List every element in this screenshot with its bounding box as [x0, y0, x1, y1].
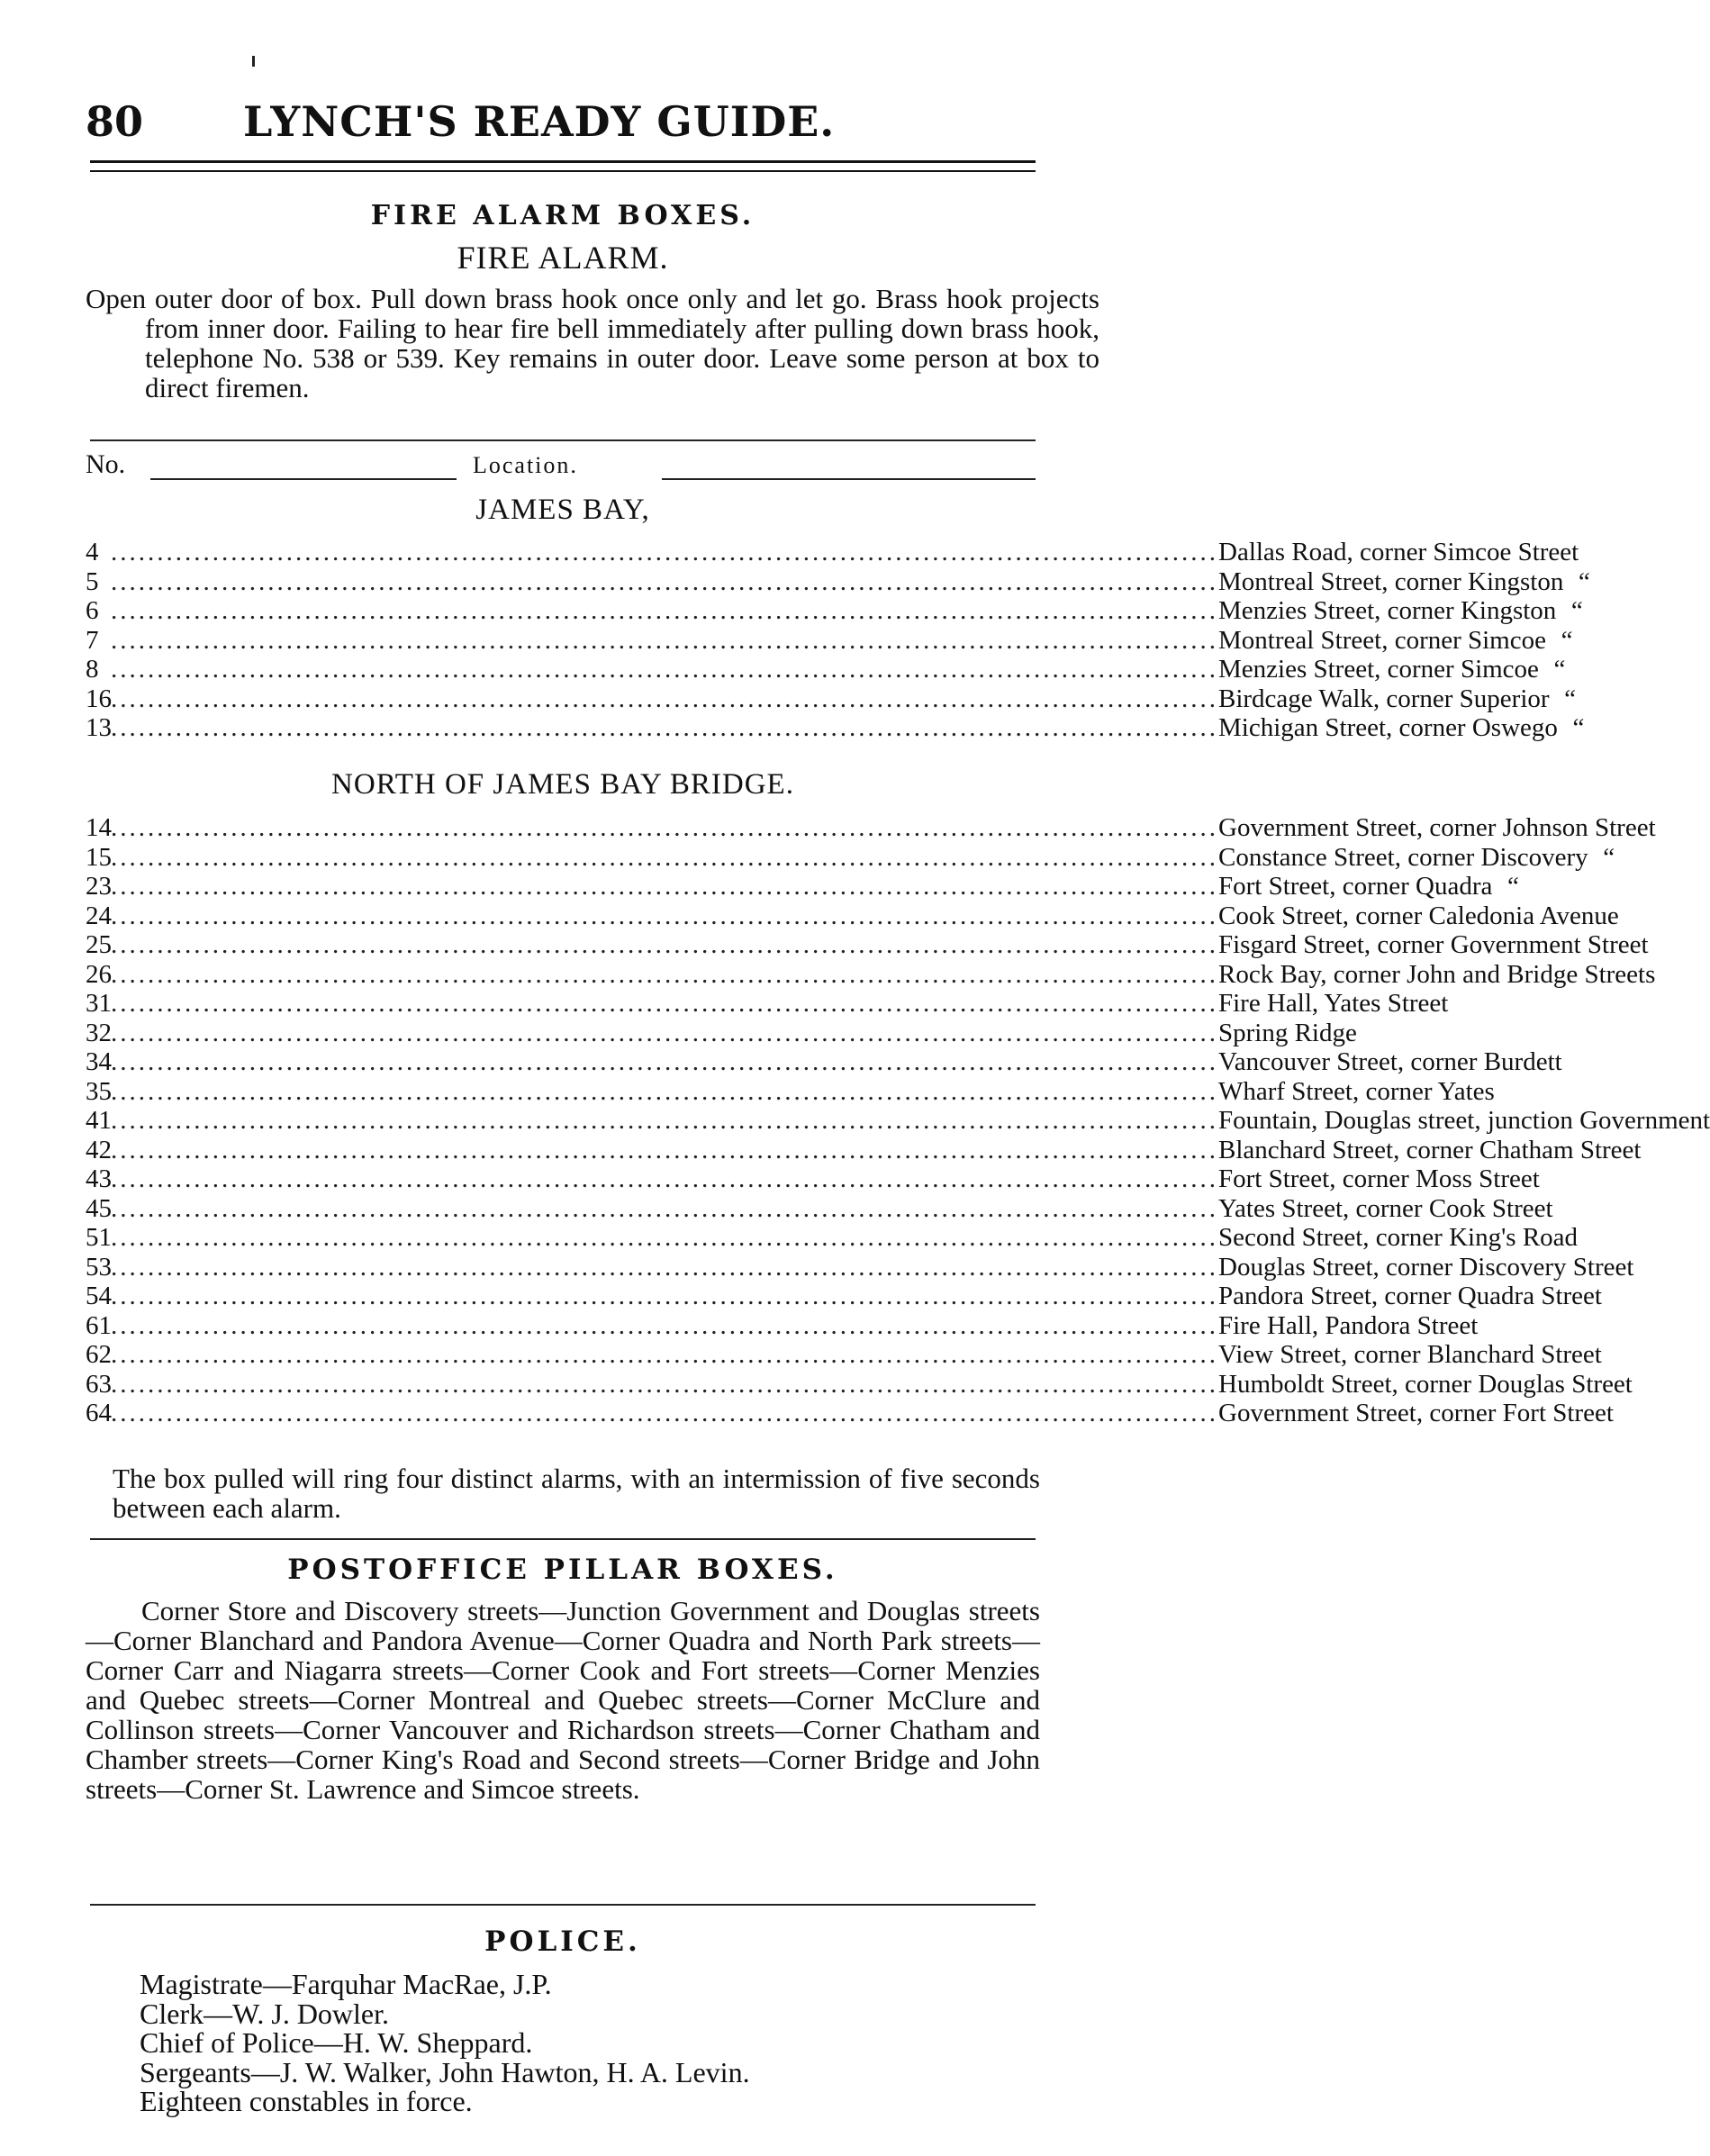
alarm-box-number: 14 — [86, 813, 112, 842]
alarm-box-location: Menzies Street, corner Kingston — [1218, 596, 1557, 625]
police-chief: Chief of Police—H. W. Sheppard. — [140, 2026, 533, 2059]
alarm-box-location: Fire Hall, Pandora Street — [1218, 1310, 1479, 1340]
dot-leader: ........................................................................................................................ — [111, 989, 1218, 1018]
group-title-james-bay: JAMES BAY, — [475, 494, 650, 526]
alarm-box-row — [86, 538, 1579, 567]
alarm-box-row — [86, 1340, 1602, 1370]
police-sergeants: Sergeants—J. W. Walker, John Hawton, H. A. Levin. — [140, 2055, 750, 2088]
dot-leader: ........................................................................................................................ — [111, 872, 1218, 901]
alarm-box-location: Rock Bay, corner John and Bridge Streets — [1218, 959, 1656, 989]
fire-alarm-section-title: FIRE ALARM BOXES. — [370, 200, 755, 231]
postoffice-section-title: POSTOFFICE PILLAR BOXES. — [287, 1554, 838, 1586]
alarm-box-location: View Street, corner Blanchard Street — [1218, 1340, 1602, 1369]
postoffice-text: Corner Store and Discovery streets—Junction Government and Douglas streets—Corner Blanchard and Pandora Avenue—Corner Quadra and North Park streets—Corner Carr and Niagarra streets—Corner Cook and Fort streets—Corner Menzies and Quebec streets—Corner Montreal and Quebec streets—Corner McClure and Collinson streets—Corner Vancouver and Richardson streets—Corner Chatham and Chamber streets—Corner King's Road and Second streets—Corner Bridge and John streets—Corner St. Lawrence and Simcoe streets. — [86, 1595, 1040, 1805]
alarm-box-row — [86, 930, 1649, 960]
alarm-box-row — [86, 1106, 1710, 1136]
police-constables: Eighteen constables in force. — [140, 2085, 473, 2117]
dot-leader: ........................................................................................................................ — [111, 842, 1218, 872]
fire-alarm-note: The box pulled will ring four distinct alarms, with an intermission of five seconds between each alarm. — [113, 1463, 1040, 1524]
dot-leader: ........................................................................................................................ — [111, 566, 1218, 596]
alarm-box-location: Spring Ridge — [1218, 1018, 1357, 1047]
alarm-box-row — [86, 1399, 1614, 1428]
page-header — [86, 90, 1040, 153]
dot-leader: ........................................................................................................................ — [111, 596, 1218, 625]
alarm-box-row — [86, 901, 1619, 931]
alarm-box-number: 4 — [86, 538, 99, 566]
ditto-mark: “ — [1603, 842, 1615, 872]
page-number: 80 — [86, 97, 144, 146]
alarm-box-row — [86, 625, 1573, 656]
dot-leader: ........................................................................................................................ — [111, 1223, 1218, 1252]
alarm-box-row — [86, 713, 1585, 743]
alarm-box-number: 54 — [86, 1282, 112, 1310]
alarm-box-row — [86, 1223, 1579, 1253]
alarm-box-row — [86, 1076, 1495, 1107]
alarm-box-location: Montreal Street, corner Simcoe — [1218, 625, 1546, 655]
alarm-box-location: Menzies Street, corner Simcoe — [1218, 655, 1539, 684]
instructions-rule — [90, 439, 1036, 441]
alarm-box-row — [86, 1018, 1357, 1048]
alarm-box-location: Blanchard Street, corner Chatham Street — [1218, 1135, 1642, 1164]
alarm-box-location: Cook Street, corner Caledonia Avenue — [1218, 901, 1619, 930]
police-list — [140, 1970, 1040, 2116]
alarm-box-number: 31 — [86, 989, 112, 1018]
guide-title: LYNCH'S READY GUIDE. — [243, 97, 836, 146]
alarm-box-number: 24 — [86, 901, 112, 930]
alarm-box-number: 45 — [86, 1193, 112, 1223]
alarm-box-location: Fort Street, corner Quadra — [1218, 872, 1493, 901]
alarm-box-location: Fort Street, corner Moss Street — [1218, 1164, 1540, 1193]
print-mark — [252, 56, 255, 67]
dot-leader: ........................................................................................................................ — [111, 1340, 1218, 1369]
alarm-box-location: Michigan Street, corner Oswego — [1218, 713, 1558, 742]
dot-leader: ........................................................................................................................ — [111, 1076, 1218, 1106]
alarm-box-number: 6 — [86, 596, 99, 625]
ditto-mark: “ — [1570, 596, 1583, 625]
dot-leader: ........................................................................................................................ — [111, 813, 1218, 842]
column-rule-left — [150, 478, 457, 480]
alarm-box-number: 35 — [86, 1076, 112, 1106]
alarm-box-number: 61 — [86, 1310, 112, 1340]
alarm-box-location: Dallas Road, corner Simcoe Street — [1218, 538, 1579, 566]
alarm-box-number: 42 — [86, 1135, 112, 1164]
alarm-box-number: 32 — [86, 1018, 112, 1047]
dot-leader: ........................................................................................................................ — [111, 713, 1218, 742]
alarm-box-number: 51 — [86, 1223, 112, 1252]
ditto-mark: “ — [1506, 872, 1519, 901]
north-bridge-box-list — [86, 813, 1710, 1428]
dot-leader: ........................................................................................................................ — [111, 901, 1218, 930]
dot-leader: ........................................................................................................................ — [111, 1399, 1218, 1427]
dot-leader: ........................................................................................................................ — [111, 1282, 1218, 1310]
dot-leader: ........................................................................................................................ — [111, 930, 1218, 959]
alarm-box-number: 34 — [86, 1047, 112, 1076]
alarm-box-row — [86, 989, 1449, 1019]
alarm-box-location: Wharf Street, corner Yates — [1218, 1076, 1495, 1106]
alarm-box-location: Constance Street, corner Discovery — [1218, 842, 1588, 872]
alarm-box-row — [86, 596, 1583, 626]
police-rule — [90, 1904, 1036, 1906]
postoffice-rule — [90, 1538, 1036, 1540]
police-section-title: POLICE. — [484, 1925, 641, 1958]
alarm-box-number: 53 — [86, 1252, 112, 1282]
alarm-box-location: Humboldt Street, corner Douglas Street — [1218, 1369, 1633, 1399]
ditto-mark: “ — [1553, 655, 1566, 684]
fire-alarm-subtitle: FIRE ALARM. — [457, 240, 669, 276]
alarm-box-number: 64 — [86, 1399, 112, 1427]
alarm-box-location: Birdcage Walk, corner Superior — [1218, 684, 1550, 713]
alarm-box-number: 26 — [86, 959, 112, 989]
dot-leader: ........................................................................................................................ — [111, 959, 1218, 989]
alarm-box-row — [86, 655, 1566, 684]
dot-leader: ........................................................................................................................ — [111, 625, 1218, 655]
alarm-box-row — [86, 1369, 1633, 1400]
alarm-box-number: 41 — [86, 1106, 112, 1135]
dot-leader: ........................................................................................................................ — [111, 655, 1218, 684]
alarm-box-location: Fisgard Street, corner Government Street — [1218, 930, 1649, 959]
column-rule-right — [662, 478, 1036, 480]
alarm-box-row — [86, 1047, 1562, 1077]
dot-leader: ........................................................................................................................ — [111, 1164, 1218, 1193]
alarm-box-row — [86, 1252, 1634, 1282]
alarm-box-location: Government Street, corner Fort Street — [1218, 1399, 1614, 1427]
column-location-label: Location. — [473, 452, 578, 478]
fire-alarm-instructions: Open outer door of box. Pull down brass hook once only and let go. Brass hook projects from inner door. Failing to hear fire bell immediately after pulling down brass hook, telephone No. 538 or 539. Key remains in outer door. Leave some person at box to direct firemen. — [86, 283, 1099, 403]
dot-leader: ........................................................................................................................ — [111, 1369, 1218, 1399]
alarm-box-row — [86, 1193, 1553, 1224]
alarm-box-location: Fire Hall, Yates Street — [1218, 989, 1449, 1018]
alarm-box-row — [86, 872, 1519, 901]
alarm-box-row — [86, 1282, 1602, 1311]
dot-leader: ........................................................................................................................ — [111, 1252, 1218, 1282]
alarm-box-location: Vancouver Street, corner Burdett — [1218, 1047, 1562, 1076]
alarm-box-number: 16 — [86, 684, 112, 713]
dot-leader: ........................................................................................................................ — [111, 1106, 1218, 1135]
ditto-mark: “ — [1578, 566, 1590, 596]
ditto-mark: “ — [1564, 684, 1576, 713]
police-clerk: Clerk—W. J. Dowler. — [140, 1997, 390, 2030]
ditto-mark: “ — [1572, 713, 1585, 742]
alarm-box-row — [86, 842, 1615, 873]
alarm-box-row — [86, 566, 1590, 597]
group-title-north-of-bridge: NORTH OF JAMES BAY BRIDGE. — [331, 768, 794, 801]
dot-leader: ........................................................................................................................ — [111, 1193, 1218, 1223]
alarm-box-location: Second Street, corner King's Road — [1218, 1223, 1579, 1252]
alarm-box-number: 15 — [86, 842, 112, 872]
alarm-box-location: Fountain, Douglas street, junction Government — [1218, 1106, 1710, 1135]
alarm-box-location: Government Street, corner Johnson Street — [1218, 813, 1656, 842]
dot-leader: ........................................................................................................................ — [111, 1018, 1218, 1047]
alarm-box-row — [86, 1310, 1479, 1341]
alarm-box-location: Montreal Street, corner Kingston — [1218, 566, 1564, 596]
alarm-box-row — [86, 959, 1656, 990]
dot-leader: ........................................................................................................................ — [111, 538, 1218, 566]
alarm-box-number: 23 — [86, 872, 112, 901]
alarm-box-location: Douglas Street, corner Discovery Street — [1218, 1252, 1634, 1282]
guide-page — [86, 0, 1710, 2156]
column-number-label: No. — [86, 449, 126, 479]
alarm-box-number: 63 — [86, 1369, 112, 1399]
dot-leader: ........................................................................................................................ — [111, 1047, 1218, 1076]
james-bay-box-list — [86, 538, 1590, 743]
alarm-box-number: 8 — [86, 655, 99, 684]
alarm-box-row — [86, 1164, 1540, 1194]
alarm-box-row — [86, 684, 1576, 714]
dot-leader: ........................................................................................................................ — [111, 1135, 1218, 1164]
alarm-box-location: Yates Street, corner Cook Street — [1218, 1193, 1553, 1223]
dot-leader: ........................................................................................................................ — [111, 1310, 1218, 1340]
header-rule — [90, 160, 1036, 172]
column-header — [86, 449, 1040, 482]
alarm-box-number: 43 — [86, 1164, 112, 1193]
alarm-box-row — [86, 813, 1656, 843]
alarm-box-number: 25 — [86, 930, 112, 959]
alarm-box-row — [86, 1135, 1642, 1165]
ditto-mark: “ — [1561, 625, 1573, 655]
alarm-box-number: 13 — [86, 713, 112, 742]
dot-leader: ........................................................................................................................ — [111, 684, 1218, 713]
alarm-box-number: 62 — [86, 1340, 112, 1369]
alarm-box-location: Pandora Street, corner Quadra Street — [1218, 1282, 1602, 1310]
police-magistrate: Magistrate—Farquhar MacRae, J.P. — [140, 1968, 552, 2000]
alarm-box-number: 7 — [86, 625, 99, 655]
alarm-box-number: 5 — [86, 566, 99, 596]
